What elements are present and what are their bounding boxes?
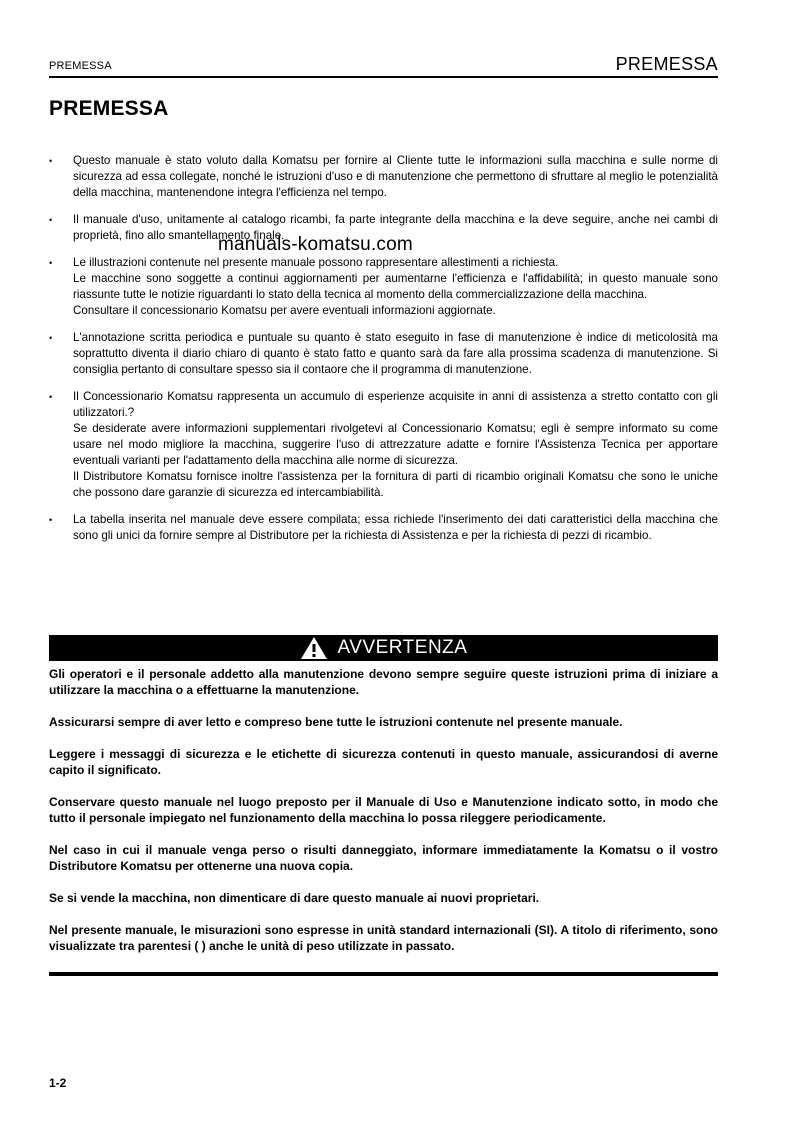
bullet-paragraph: • L'annotazione scritta periodica e puntuale su quanto è stato eseguito in fase di manutenzione è indice di meticolosità ma soprattutto diventa il diario chiaro di quanto è stato fatto e quanto sarà da fare alla prossima scadenza di manutenzione. Si consiglia pertanto di consultare spesso sia il contaore che il programma di manutenzione. <box>73 331 718 376</box>
bullet-paragraph: • Le illustrazioni contenute nel presente manuale possono rappresentare allestimenti a richiesta. <box>73 256 559 269</box>
bullet-paragraph: Le macchine sono soggette a continui aggiornamenti per aumentarne l'efficienza e l'affidabilità; in questo manuale sono riassunte tutte le notizie riguardanti lo stato della tecnica al momento della commercializzazione della macchina. <box>73 272 718 301</box>
header-left-label: PREMESSA <box>49 60 112 72</box>
bullet-paragraph: Se desiderate avere informazioni supplementari rivolgetevi al Concessionario Komatsu; egli è sempre informato su come usare nel modo migliore la macchina, suggerire l'uso di attrezzature adatte e fornire l'Assistenza Tecnica per apportare eventuali varianti per l'adattamento della macchina alle norme di sicurezza. <box>73 422 718 467</box>
warning-triangle-icon <box>300 636 328 660</box>
bullet-paragraph: Il Distributore Komatsu fornisce inoltre l'assistenza per la fornitura di parti di ricambio originali Komatsu che sono le uniche che possono dare garanzie di sicurezza ed intercambiabilità. <box>73 470 718 499</box>
warning-paragraph: Nel presente manuale, le misurazioni sono espresse in unità standard internazionali (SI). A titolo di riferimento, sono visualizzate tra parentesi ( ) anche le unità di peso utilizzate in passato. <box>49 923 718 953</box>
warning-paragraph: Leggere i messaggi di sicurezza e le etichette di sicurezza contenuti in questo manuale, assicurandosi di averne capito il significato. <box>49 747 718 777</box>
warning-title: AVVERTENZA <box>337 637 468 658</box>
bullet-item-4 <box>49 330 718 378</box>
intro-bullet-list <box>49 153 718 555</box>
bullet-paragraph: • La tabella inserita nel manuale deve essere compilata; essa richiede l'inserimento dei dati caratteristici della macchina che sono gli unici da fornire sempre al Distributore per la richiesta di Assistenza e per la richiesta di pezzi di ricambio. <box>73 513 718 542</box>
header-rule <box>49 76 718 78</box>
warning-paragraph: Gli operatori e il personale addetto alla manutenzione devono sempre seguire queste istruzioni prima di iniziare a utilizzare la macchina o a effettuarne la manutenzione. <box>49 667 718 697</box>
warning-body <box>49 666 718 970</box>
bullet-paragraph: • Il Concessionario Komatsu rappresenta un accumulo di esperienze acquisite in anni di assistenza a stretto contatto con gli utilizzatori.? <box>73 390 718 419</box>
watermark-text: manuals-komatsu.com <box>218 234 413 255</box>
bullet-paragraph: • Il manuale d'uso, unitamente al catalogo ricambi, fa parte integrante della macchina e la deve seguire, anche nei cambi di proprietà, fino allo smantellamento finale. <box>73 213 718 242</box>
warning-bar <box>49 635 718 661</box>
bullet-item-6 <box>49 512 718 544</box>
bullet-item-1 <box>49 153 718 201</box>
warning-paragraph: Nel caso in cui il manuale venga perso o risulti danneggiato, informare immediatamente la Komatsu o il vostro Distributore Komatsu per ottenerne una nuova copia. <box>49 843 718 873</box>
warning-bottom-rule <box>49 972 718 976</box>
bullet-item-5 <box>49 389 718 501</box>
bullet-paragraph: Consultare il concessionario Komatsu per avere eventuali informazioni aggiornate. <box>73 304 496 317</box>
header-right-label: PREMESSA <box>615 54 718 74</box>
warning-paragraph: Conservare questo manuale nel luogo preposto per il Manuale di Uso e Manutenzione indicato sotto, in modo che tutto il personale impiegato nel funzionamento della macchina lo possa rileggere periodicamente. <box>49 795 718 825</box>
bullet-paragraph: • Questo manuale è stato voluto dalla Komatsu per fornire al Cliente tutte le informazioni sulla macchina e sulle norme di sicurezza ad essa collegate, nonché le istruzioni d'uso e di manutenzione che permettono di sfruttare al meglio le potenzialità della macchina, mantenendone integra l'efficienza nel tempo. <box>73 154 718 199</box>
warning-paragraph: Se si vende la macchina, non dimenticare di dare questo manuale ai nuovi proprietari. <box>49 891 540 905</box>
page-title: PREMESSA <box>49 97 169 120</box>
page-number: 1-2 <box>49 1076 67 1090</box>
bullet-item-3 <box>49 255 718 319</box>
warning-paragraph: Assicurarsi sempre di aver letto e compreso bene tutte le istruzioni contenute nel presente manuale. <box>49 715 623 729</box>
